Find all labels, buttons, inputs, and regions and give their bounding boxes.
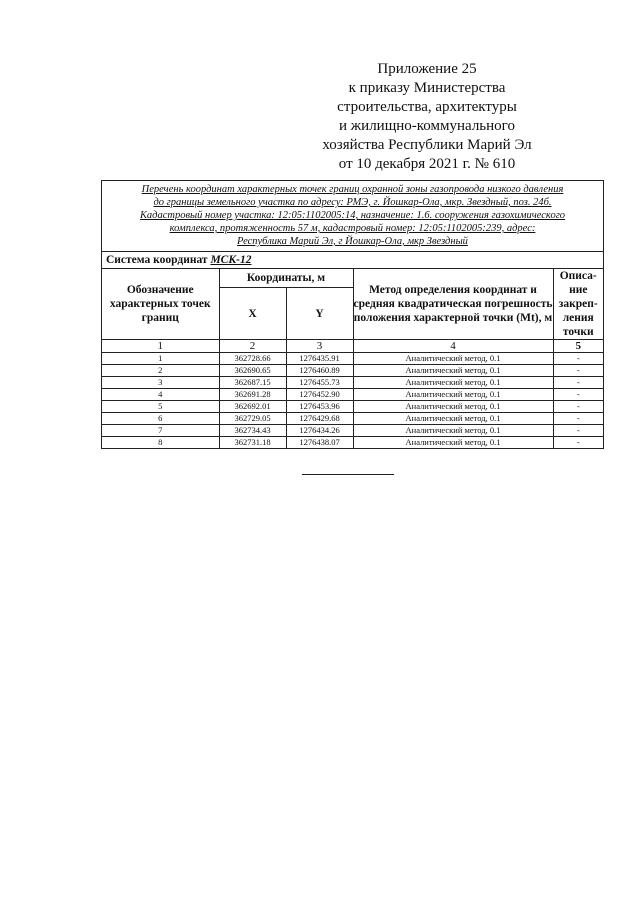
cell-method: Аналитический метод, 0.1 bbox=[353, 365, 553, 377]
cell-description: - bbox=[553, 353, 603, 365]
end-separator-line bbox=[302, 474, 394, 475]
description-line: Перечень координат характерных точек границ охранной зоны газопровода низкого давления bbox=[141, 184, 564, 195]
cell-y: 1276453.96 bbox=[286, 401, 353, 413]
cell-point: 7 bbox=[102, 425, 219, 437]
cell-point: 3 bbox=[102, 377, 219, 389]
cell-y: 1276435.91 bbox=[286, 353, 353, 365]
coordinates-frame bbox=[101, 180, 604, 449]
cell-x: 362729.05 bbox=[219, 413, 286, 425]
object-description bbox=[102, 181, 603, 252]
cell-y: 1276429.68 bbox=[286, 413, 353, 425]
cell-method: Аналитический метод, 0.1 bbox=[353, 437, 553, 449]
appendix-header bbox=[277, 60, 577, 174]
cell-method: Аналитический метод, 0.1 bbox=[353, 389, 553, 401]
cell-description: - bbox=[553, 401, 603, 413]
cell-method: Аналитический метод, 0.1 bbox=[353, 377, 553, 389]
column-number: 4 bbox=[353, 340, 553, 353]
header-method: Метод определения координат и средняя квадратическая погрешность положения характерной точки (Mt), м bbox=[353, 269, 553, 340]
table-row bbox=[102, 413, 603, 425]
column-number: 1 bbox=[102, 340, 219, 353]
cell-x: 362734.43 bbox=[219, 425, 286, 437]
description-line: до границы земельного участка по адресу: РМЭ, г. Йошкар-Ола, мкр. Звездный, поз. 24б. bbox=[153, 197, 552, 208]
cell-description: - bbox=[553, 413, 603, 425]
cell-point: 1 bbox=[102, 353, 219, 365]
header-designation: Обозначение характерных точек границ bbox=[102, 269, 219, 340]
header-x: X bbox=[219, 288, 286, 340]
column-numbers-row bbox=[102, 340, 603, 353]
column-number: 5 bbox=[553, 340, 603, 353]
table-row bbox=[102, 377, 603, 389]
column-number: 3 bbox=[286, 340, 353, 353]
cell-description: - bbox=[553, 365, 603, 377]
cell-y: 1276460.89 bbox=[286, 365, 353, 377]
cell-x: 362692.01 bbox=[219, 401, 286, 413]
cell-x: 362728.66 bbox=[219, 353, 286, 365]
cell-method: Аналитический метод, 0.1 bbox=[353, 353, 553, 365]
table-row bbox=[102, 425, 603, 437]
header-y: Y bbox=[286, 288, 353, 340]
coordinate-system bbox=[102, 252, 603, 269]
cell-x: 362690.65 bbox=[219, 365, 286, 377]
coordinate-system-label: Система координат bbox=[106, 254, 208, 266]
table-row bbox=[102, 365, 603, 377]
appendix-line: строительства, архитектуры bbox=[337, 99, 517, 115]
cell-y: 1276455.73 bbox=[286, 377, 353, 389]
header-coordinates: Координаты, м bbox=[219, 269, 353, 288]
appendix-line: Приложение 25 bbox=[377, 61, 477, 77]
cell-point: 4 bbox=[102, 389, 219, 401]
cell-point: 5 bbox=[102, 401, 219, 413]
cell-y: 1276438.07 bbox=[286, 437, 353, 449]
appendix-line: от 10 декабря 2021 г. № 610 bbox=[338, 156, 516, 172]
cell-description: - bbox=[553, 377, 603, 389]
cell-method: Аналитический метод, 0.1 bbox=[353, 401, 553, 413]
description-line: Кадастровый номер участка: 12:05:1102005:14, назначение: 1.6. сооружения газохимического bbox=[139, 210, 566, 221]
cell-x: 362687.15 bbox=[219, 377, 286, 389]
cell-x: 362731.18 bbox=[219, 437, 286, 449]
header-description: Описа-ние закреп-ления точки bbox=[553, 269, 603, 340]
cell-point: 8 bbox=[102, 437, 219, 449]
appendix-line: и жилищно-коммунального bbox=[339, 118, 515, 134]
cell-description: - bbox=[553, 437, 603, 449]
table-row bbox=[102, 401, 603, 413]
cell-method: Аналитический метод, 0.1 bbox=[353, 425, 553, 437]
table-row bbox=[102, 389, 603, 401]
appendix-line: хозяйства Республики Марий Эл bbox=[322, 137, 532, 153]
table-row bbox=[102, 353, 603, 365]
cell-y: 1276452.90 bbox=[286, 389, 353, 401]
cell-point: 2 bbox=[102, 365, 219, 377]
description-line: комплекса, протяженность 57 м, кадастровый номер: 12:05:1102005:239, адрес: bbox=[169, 223, 536, 234]
cell-description: - bbox=[553, 389, 603, 401]
cell-description: - bbox=[553, 425, 603, 437]
coordinate-system-value: МСК-12 bbox=[210, 254, 252, 266]
appendix-line: к приказу Министерства bbox=[348, 80, 506, 96]
column-number: 2 bbox=[219, 340, 286, 353]
cell-y: 1276434.26 bbox=[286, 425, 353, 437]
cell-method: Аналитический метод, 0.1 bbox=[353, 413, 553, 425]
description-line: Республика Марий Эл, г Йошкар-Ола, мкр Звездный bbox=[237, 236, 468, 247]
cell-x: 362691.28 bbox=[219, 389, 286, 401]
coordinates-table bbox=[102, 269, 603, 448]
table-row bbox=[102, 437, 603, 449]
cell-point: 6 bbox=[102, 413, 219, 425]
